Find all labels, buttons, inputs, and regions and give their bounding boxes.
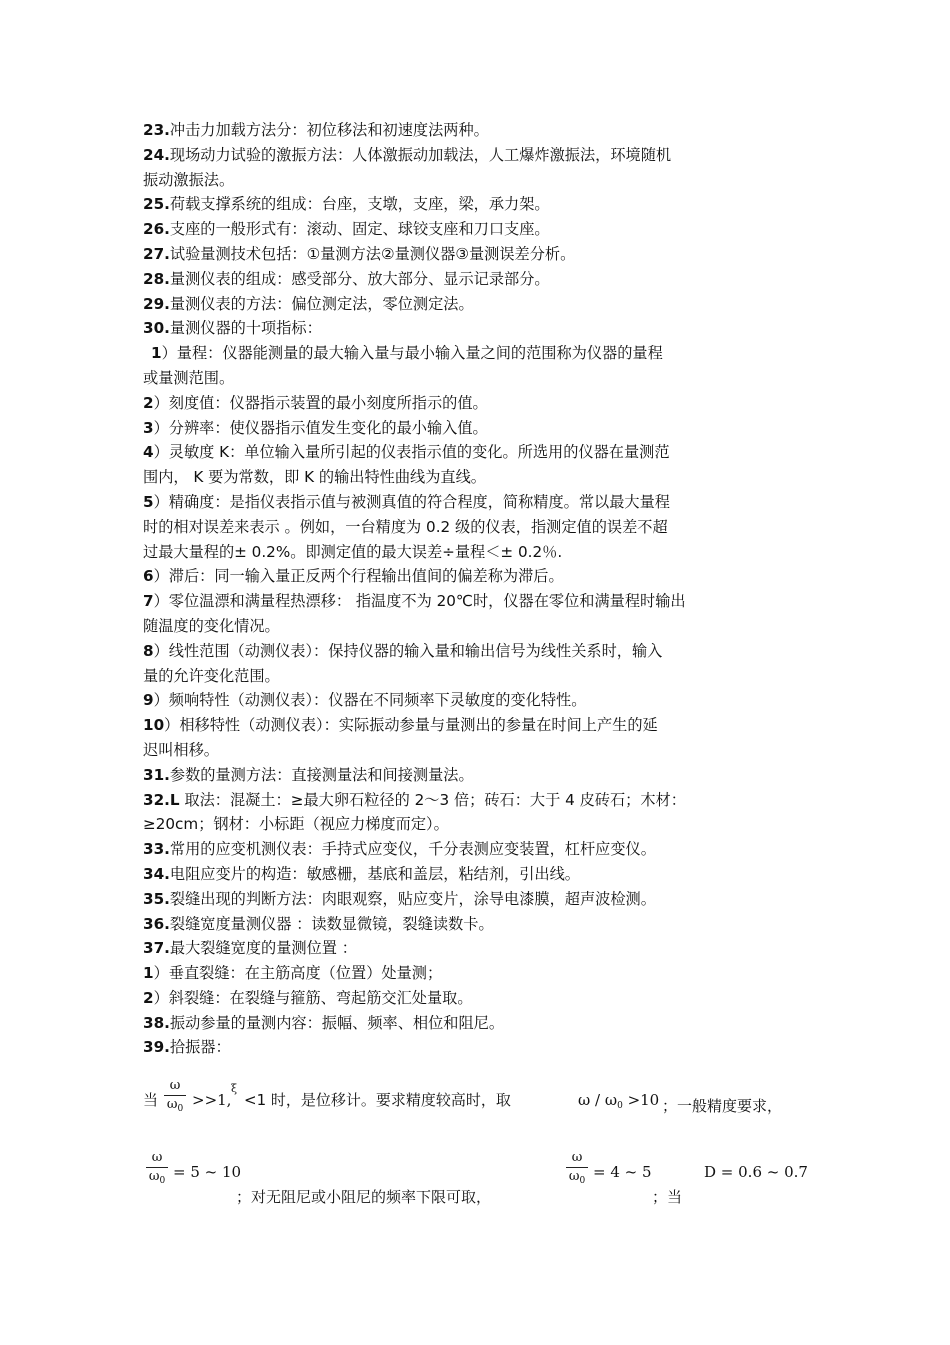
text-line: [143, 664, 803, 689]
formula2-mid: ；对无阻尼或小阻尼的频率下限可取，: [236, 1188, 492, 1206]
text-line: [143, 118, 803, 143]
line-text: 裂缝宽度量测仪器 ：读数显微镜，裂缝读数卡。: [169, 914, 494, 933]
line-text: 随温度的变化情况。: [143, 616, 280, 635]
item-number: 25.: [143, 195, 170, 214]
line-text: ）精确度：是指仪表指示值与被测真值的符合程度，简称精度。常以最大量程: [153, 492, 670, 511]
item-number: 4: [143, 443, 154, 462]
formula1-den-sub: 0: [177, 1104, 184, 1114]
formula1-den-symbol: ω: [166, 1097, 178, 1112]
item-number: 27.: [143, 244, 170, 263]
item-number: 23.: [143, 121, 170, 139]
line-text: 量的允许变化范围。: [143, 666, 280, 685]
item-number: 39.: [143, 1038, 170, 1057]
item-number: 2: [143, 393, 154, 412]
formula1-after: >>1,: [192, 1091, 232, 1109]
text-line: [143, 912, 803, 937]
text-line: [143, 564, 803, 589]
text-line: [143, 515, 803, 540]
fraction-bar: [146, 1167, 168, 1168]
formula1-ratio-text: ω / ω: [578, 1091, 618, 1109]
line-text: ）线性范围（动测仪表）：保持仪器的输入量和输出信号为线性关系时，输入: [153, 641, 663, 660]
item-number: 10: [143, 716, 165, 735]
formula2-denominator-b: [566, 1169, 588, 1189]
item-number: 36.: [143, 914, 170, 933]
text-line: [143, 316, 803, 341]
line-text: ）垂直裂缝：在主筋高度（位置）处量测；: [153, 964, 443, 983]
line-text: 荷载支撑系统的组成：台座，支墩，支座，梁，承力架。: [169, 195, 550, 214]
text-line: [143, 168, 803, 193]
item-number: 1: [143, 964, 154, 983]
item-number: 8: [143, 641, 154, 660]
line-text: ）零位温漂和满量程热漂移： 指温度不为 20℃时，仪器在零位和满量程时输出: [153, 592, 686, 611]
item-number: 34.: [143, 864, 170, 883]
text-line: [143, 143, 803, 168]
formula1-ratio: [578, 1091, 659, 1111]
text-line: [143, 192, 803, 217]
text-line: [143, 366, 803, 391]
item-number: 26.: [143, 220, 170, 239]
line-text: 现场动力试验的激振方法：人体激振动加载法，人工爆炸激振法，环境随机: [169, 145, 672, 164]
item-number: 35.: [143, 889, 170, 908]
text-line: [143, 589, 803, 614]
text-line: [143, 391, 803, 416]
text-line: [143, 986, 803, 1011]
line-text: 电阻应变片的构造：敏感栅，基底和盖层，粘结剂，引出线。: [169, 864, 580, 883]
line-text: ）刻度值：仪器指示装置的最小刻度所指示的值。: [153, 393, 488, 412]
text-line: [143, 812, 803, 837]
line-text: 迟叫相移。: [143, 740, 219, 759]
item-number: 37.: [143, 939, 170, 958]
text-line: [143, 862, 803, 887]
line-text: 冲击力加载方法分：初位移法和初速度法两种。: [169, 121, 489, 139]
formula2-numerator-b: ω: [571, 1150, 583, 1165]
formula2-den-symbol-b: ω: [568, 1169, 580, 1184]
text-line: [143, 292, 803, 317]
formula1-condition: <1 时，是位移计。要求精度较高时，取: [244, 1091, 511, 1109]
line-text: 振动激振法。: [143, 170, 235, 189]
formula2-fraction-b: [566, 1150, 588, 1189]
line-text: ≥20cm；钢材：小标距（视应力梯度而定）。: [143, 815, 449, 834]
text-line: [143, 713, 803, 738]
line-text: 裂缝出现的判断方法：肉眼观察，贴应变片，涂导电漆膜，超声波检测。: [169, 889, 656, 908]
line-text: ）相移特性（动测仪表）：实际振动参量与量测出的参量在时间上产生的延: [164, 716, 658, 735]
line-text: 过最大量程的± 0.2%。即测定值的最大误差÷量程＜± 0.2％.: [143, 542, 563, 561]
line-text: 常用的应变机测仪表：手持式应变仪，千分表测应变装置，杠杆应变仪。: [169, 840, 656, 859]
item-number: 5: [143, 492, 154, 511]
text-line: [143, 936, 803, 961]
item-number: 30.: [143, 319, 170, 338]
item-number: 38.: [143, 1013, 170, 1032]
item-number: 28.: [143, 269, 170, 288]
line-text: 参数的量测方法：直接测量法和间接测量法。: [169, 765, 474, 784]
line-text: 量测仪器的十项指标：: [169, 319, 322, 338]
line-text: ）滞后：同一输入量正反两个行程输出值间的偏差称为滞后。: [153, 567, 564, 586]
item-number: 3: [143, 418, 154, 437]
text-line: [143, 788, 803, 813]
formula1-fraction: [164, 1078, 186, 1117]
item-number: 9: [143, 691, 154, 710]
line-text: 量测仪表的组成：感受部分、放大部分、显示记录部分。: [169, 269, 550, 288]
line-text: 量测仪表的方法：偏位测定法，零位测定法。: [169, 294, 474, 313]
item-number: 2: [143, 988, 154, 1007]
text-line: [143, 1035, 803, 1060]
line-text: ）量程：仪器能测量的最大输入量与最小输入量之间的范围称为仪器的量程: [161, 344, 663, 363]
line-text: 或量测范围。: [143, 368, 235, 387]
formula1-prefix: 当: [143, 1091, 159, 1109]
text-line: [143, 763, 803, 788]
formula2-denominator: [146, 1169, 168, 1189]
text-line: [143, 961, 803, 986]
formula1-ratio-sub: 0: [617, 1101, 623, 1111]
text-line: [143, 267, 803, 292]
text-line: [143, 416, 803, 441]
text-line: [143, 688, 803, 713]
line-text: 拾振器：: [169, 1038, 231, 1057]
item-number: 6: [143, 567, 154, 586]
text-line: [143, 614, 803, 639]
formula2-after: = 5 ~ 10: [173, 1163, 242, 1181]
line-text: 围内， K 要为常数，即 K 的输出特性曲线为直线。: [143, 468, 486, 487]
formula1-xi: ξ: [231, 1082, 238, 1095]
line-text: 振动参量的量测内容：振幅、频率、相位和阻尼。: [169, 1013, 505, 1032]
line-text: 时的相对误差来表示 。例如，一台精度为 0.2 级的仪表，指测定值的误差不超: [143, 517, 668, 536]
text-line: [143, 242, 803, 267]
formula2-den-sub-b: 0: [579, 1176, 586, 1186]
text-line: [143, 887, 803, 912]
formula1-ratio-after: >10: [622, 1091, 660, 1109]
line-text: 最大裂缝宽度的量测位置 ：: [169, 939, 357, 958]
text-line: [143, 217, 803, 242]
text-line: [143, 490, 803, 515]
text-line: [143, 341, 803, 366]
formula2-fraction: [146, 1150, 168, 1189]
text-body: [143, 118, 803, 1060]
item-number: 1: [151, 344, 162, 363]
item-number: 24.: [143, 145, 170, 164]
formula1-denominator: [164, 1097, 186, 1117]
item-number: 29.: [143, 294, 170, 313]
text-line: [143, 738, 803, 763]
item-number: 32.L: [143, 790, 180, 809]
formula2-numerator: ω: [151, 1150, 163, 1165]
fraction-bar: [566, 1167, 588, 1168]
formula1-numerator: ω: [169, 1078, 181, 1093]
line-text: 取法：混凝土：≥最大卵石粒径的 2～3 倍；砖石：大于 4 皮砖石；木材：: [179, 790, 686, 809]
text-line: [143, 465, 803, 490]
line-text: ）灵敏度 K：单位输入量所引起的仪表指示值的变化。所选用的仪器在量测范: [153, 443, 670, 462]
line-text: ）频响特性（动测仪表）：仪器在不同频率下灵敏度的变化特性。: [153, 691, 587, 710]
text-line: [143, 837, 803, 862]
text-line: [143, 639, 803, 664]
formula2-damping: D = 0.6 ~ 0.7: [704, 1163, 808, 1181]
line-text: 试验量测技术包括：①量测方法②量测仪器③量测误差分析。: [169, 244, 576, 263]
formula2-den-symbol: ω: [148, 1169, 160, 1184]
formula1-tail: ；一般精度要求，: [662, 1097, 783, 1115]
text-line: [143, 1011, 803, 1036]
item-number: 31.: [143, 765, 170, 784]
fraction-bar: [164, 1095, 186, 1096]
line-text: ）斜裂缝：在裂缝与箍筋、弯起筋交汇处量取。: [153, 988, 473, 1007]
item-number: 7: [143, 592, 154, 611]
line-text: ）分辨率：使仪器指示值发生变化的最小输入值。: [153, 418, 488, 437]
formula2-after-b: = 4 ~ 5: [593, 1163, 652, 1181]
formula2-tail: ；当: [652, 1188, 683, 1206]
item-number: 33.: [143, 840, 170, 859]
text-line: [143, 540, 803, 565]
formula2-den-sub: 0: [159, 1176, 166, 1186]
line-text: 支座的一般形式有：滚动、固定、球铰支座和刀口支座。: [169, 220, 550, 239]
text-line: [143, 440, 803, 465]
